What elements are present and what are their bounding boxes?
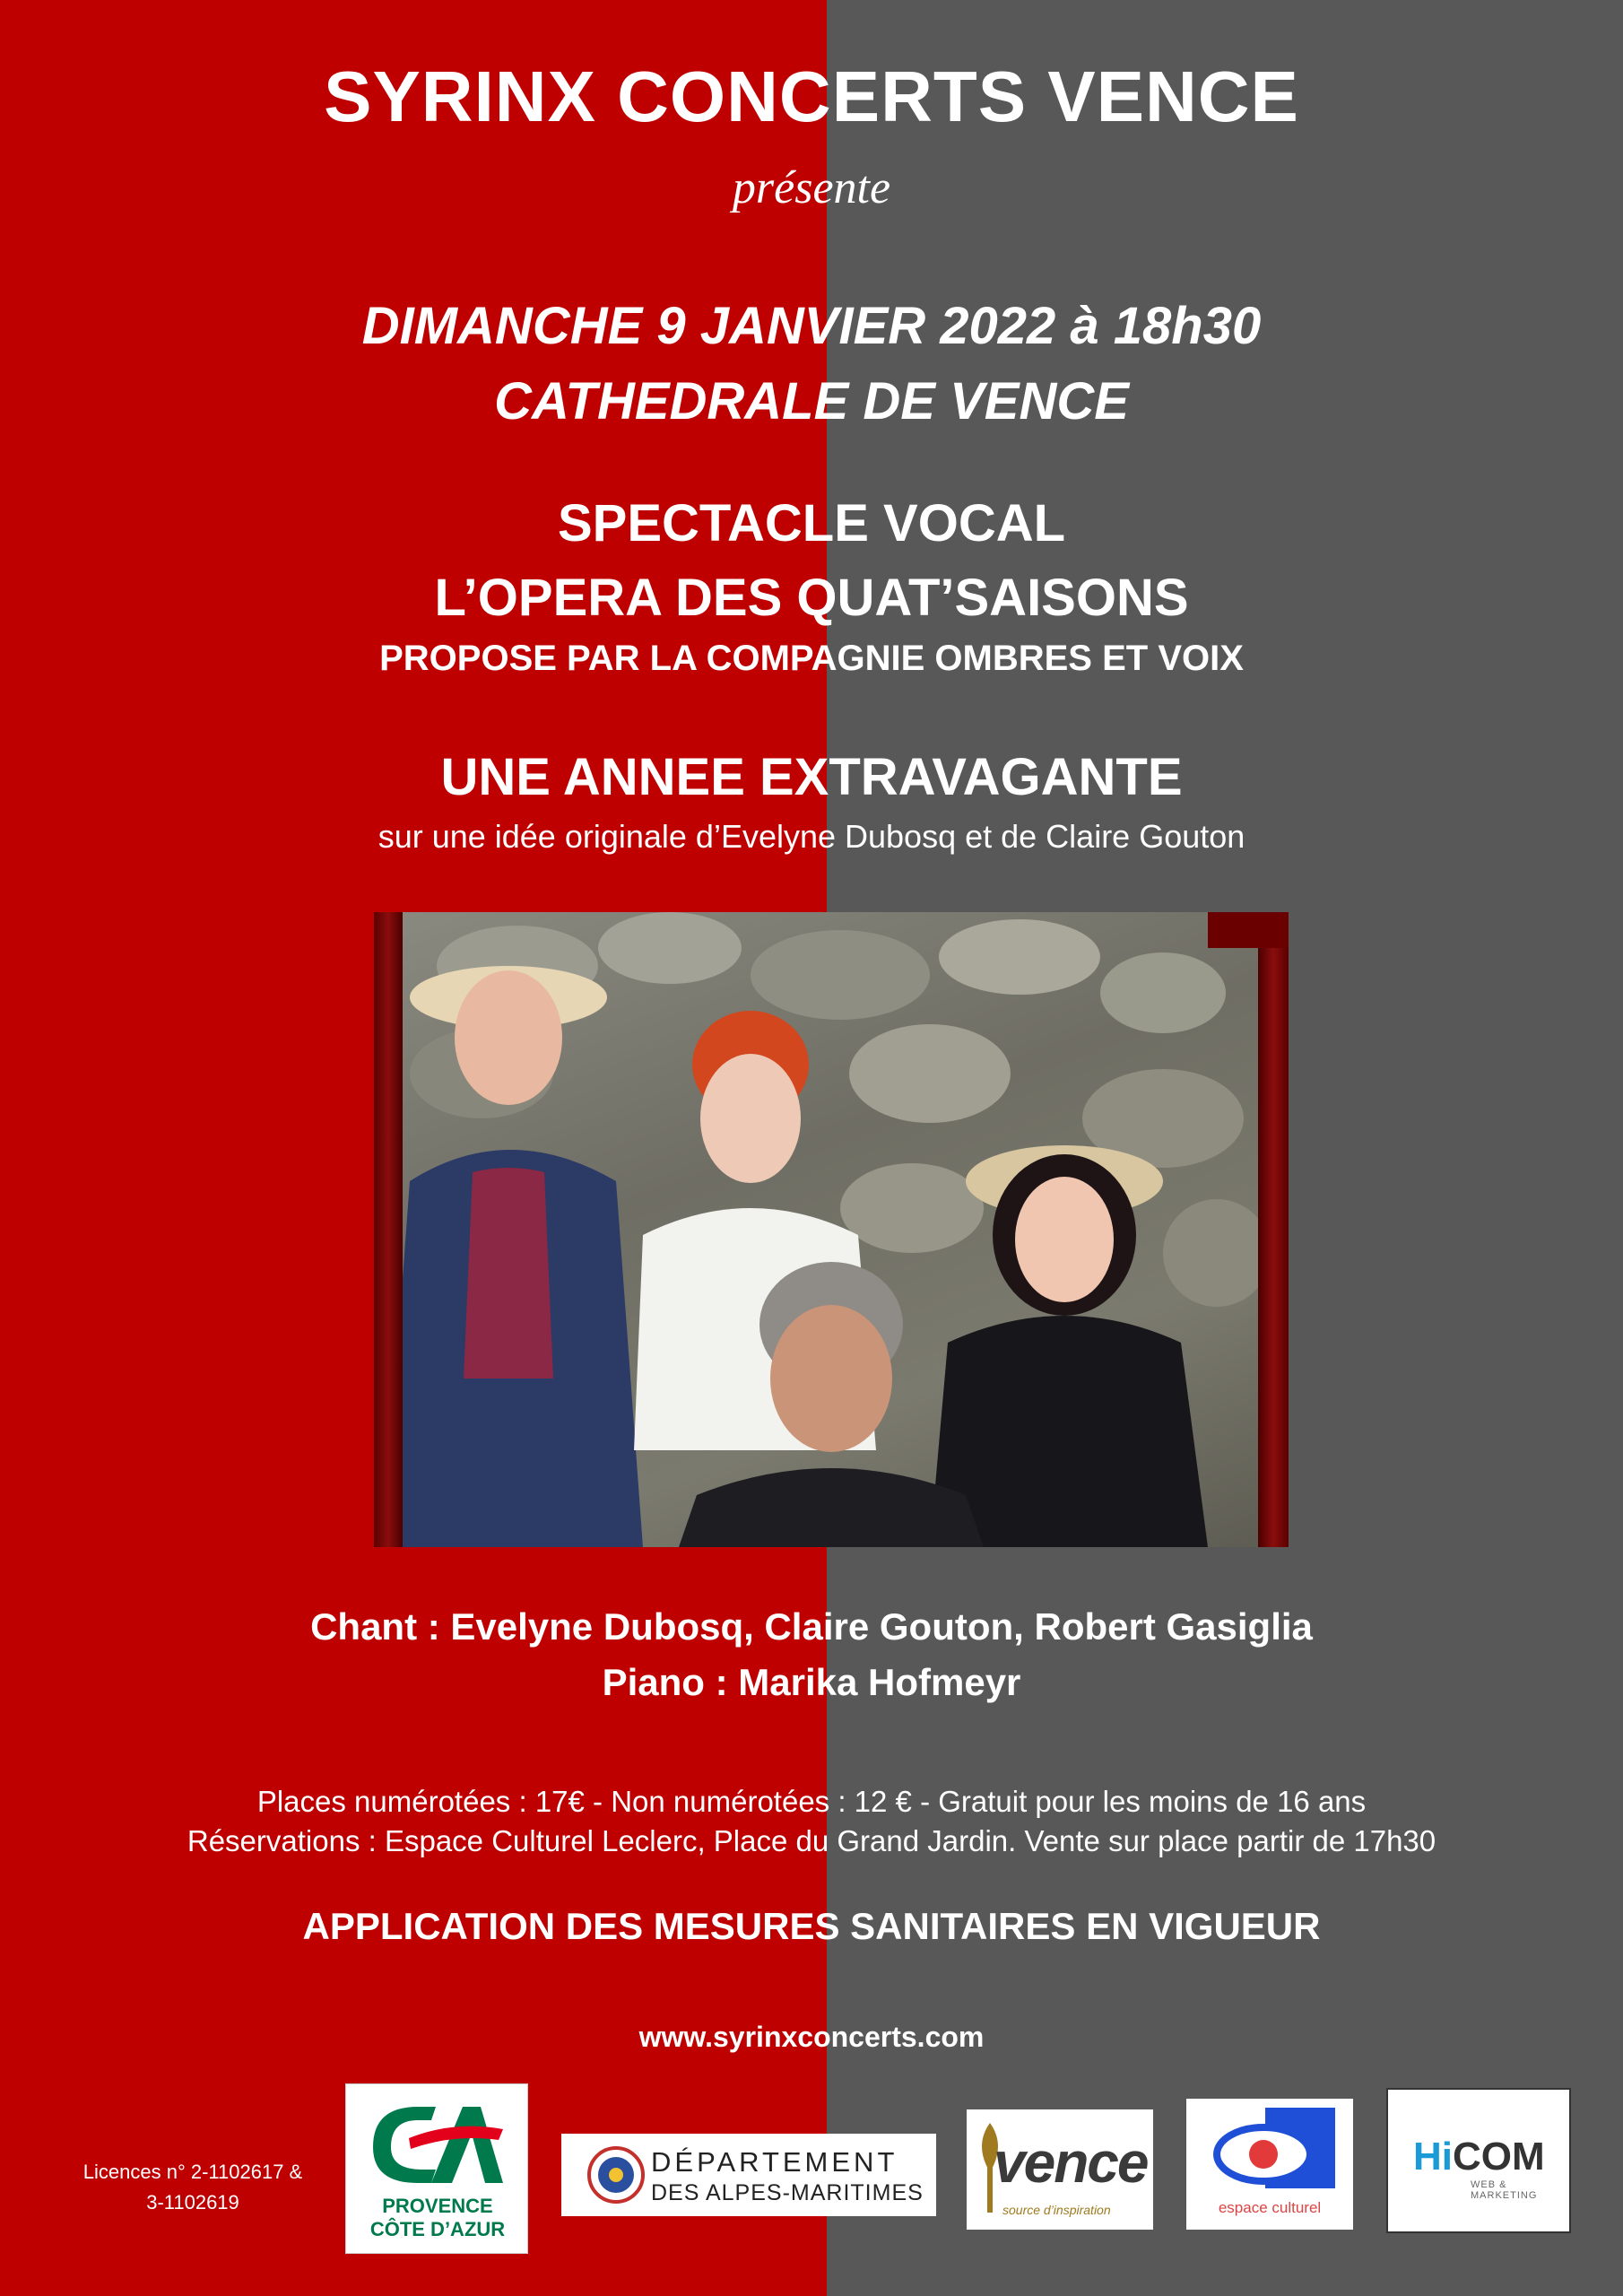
departement-logo xyxy=(561,2134,936,2216)
espace-label: espace culturel xyxy=(1218,2199,1322,2216)
stone-wall-background xyxy=(374,912,1289,1547)
hicom-hi: Hi xyxy=(1413,2135,1453,2179)
ca-region-line-2: CÔTE D’AZUR xyxy=(369,2218,506,2240)
ticket-prices: Places numérotées : 17€ - Non numérotées : 12 € - Gratuit pour les moins de 16 ans xyxy=(256,1785,1367,1818)
cast-singers: Chant : Evelyne Dubosq, Claire Gouton, Robert Gasiglia xyxy=(310,1605,1313,1648)
show-type: SPECTACLE VOCAL xyxy=(557,494,1066,552)
reservation-info: Réservations : Espace Culturel Leclerc, Place du Grand Jardin. Vente sur place partir de 17h30 xyxy=(187,1824,1436,1857)
espace-culturel-logo xyxy=(1186,2099,1353,2230)
red-curtain-top xyxy=(1208,912,1289,948)
hicom-wordmark xyxy=(1413,2135,1545,2179)
hicom-tagline: WEB & MARKETING xyxy=(1471,2179,1538,2201)
red-curtain-right xyxy=(1258,912,1289,1547)
licence-line-1: Licences n° 2-1102617 & xyxy=(82,2161,303,2183)
departement-region: DES ALPES-MARITIMES xyxy=(651,2180,924,2205)
show-company: PROPOSE PAR LA COMPAGNIE OMBRES ET VOIX xyxy=(379,639,1244,678)
hicom-logo xyxy=(1386,2088,1571,2233)
vence-tagline: source d’inspiration xyxy=(1002,2203,1111,2217)
show-subtitle: UNE ANNEE EXTRAVAGANTE xyxy=(440,748,1183,806)
hicom-com: COM xyxy=(1453,2135,1545,2179)
show-idea-credit: sur une idée originale d’Evelyne Dubosq et de Claire Gouton xyxy=(378,818,1245,855)
event-date: DIMANCHE 9 JANVIER 2022 à 18h30 xyxy=(361,297,1262,355)
website-link[interactable]: www.syrinxconcerts.com xyxy=(638,2021,985,2053)
vence-name: vence xyxy=(994,2130,1148,2195)
red-curtain-left xyxy=(374,912,403,1547)
licence-line-2: 3-1102619 xyxy=(146,2191,239,2213)
espace-eye-icon xyxy=(1186,2099,1353,2197)
departement-crest-icon xyxy=(576,2134,656,2216)
licence-info xyxy=(63,2157,323,2218)
show-name: L’OPERA DES QUAT’SAISONS xyxy=(434,569,1189,627)
credit-agricole-logo xyxy=(345,2083,528,2254)
sanitary-notice: APPLICATION DES MESURES SANITAIRES EN VIGUEUR xyxy=(302,1905,1321,1947)
performers-photo xyxy=(374,912,1289,1547)
vence-logo xyxy=(967,2109,1153,2230)
event-venue: CATHEDRALE DE VENCE xyxy=(494,372,1129,430)
organizer-title: SYRINX CONCERTS VENCE xyxy=(324,57,1299,136)
cast-pianist: Piano : Marika Hofmeyr xyxy=(602,1661,1021,1703)
ca-region-line-1: PROVENCE xyxy=(382,2195,493,2217)
departement-label: DÉPARTEMENT xyxy=(651,2146,898,2178)
presents-label: présente xyxy=(732,162,891,213)
ca-emblem-icon xyxy=(346,2084,529,2192)
